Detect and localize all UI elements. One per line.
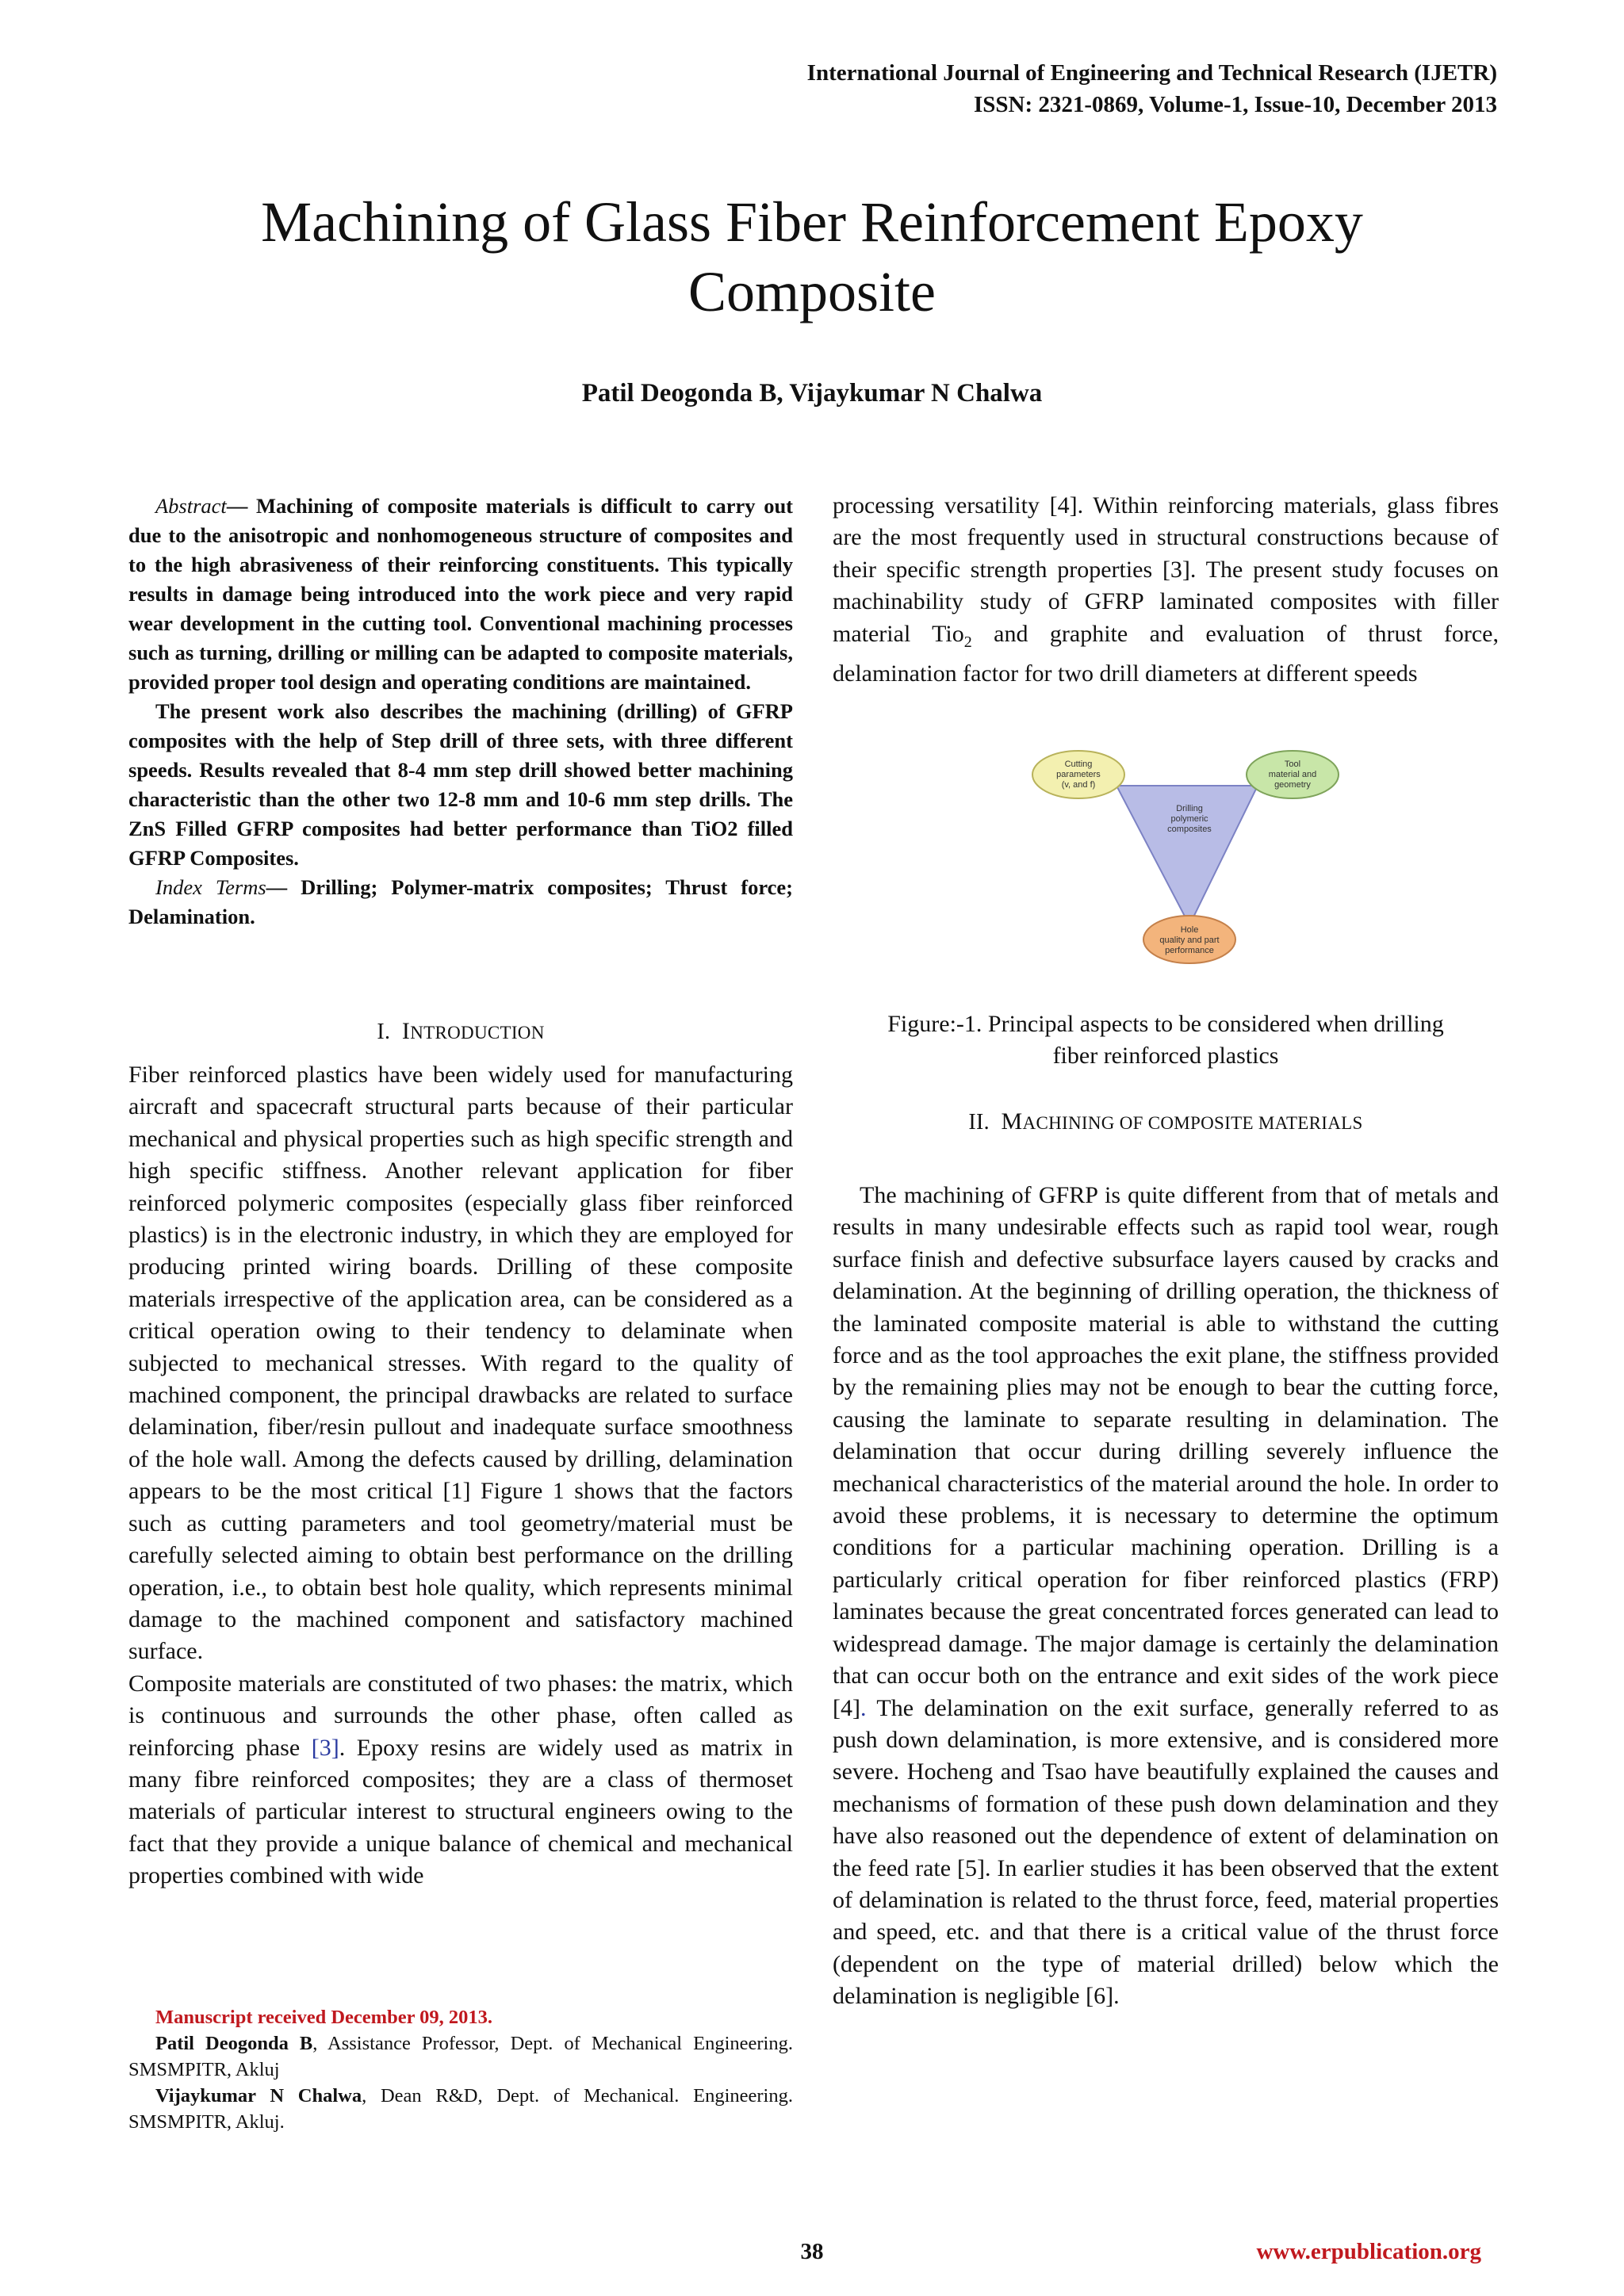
section-1-heading [128, 1018, 793, 1045]
abstract-dash: — [226, 494, 256, 518]
citation-3: [3] [311, 1734, 339, 1761]
hole-label-2: quality and part [1159, 936, 1220, 945]
author-2-details: , Dean R&D, Dept. of Mechanical. Engineering. SMSMPITR, Akluj. [128, 2085, 793, 2133]
index-terms [128, 873, 793, 932]
manuscript-received: Manuscript received December 09, 2013. [155, 2007, 493, 2028]
section-2-heading [833, 1108, 1499, 1135]
publisher-website[interactable]: www.erpublication.org [1256, 2239, 1481, 2264]
author-1-name: Patil Deogonda B [155, 2033, 313, 2054]
abstract-paragraph-2: The present work also describes the machining (drilling) of GFRP composites with the help of Step drill of three sets, with three different speeds. Results revealed that 8-4 mm step drill showed better machining characteristic than the other two 12-8 mm and 10-6 mm step drills. The ZnS Filled GFRP composites had better performance than TiO2 filled GFRP Composites. [128, 699, 793, 870]
section-1-cap: I [401, 1018, 411, 1044]
section-1-number: I. [377, 1020, 391, 1044]
section-1-body [128, 1059, 793, 1892]
paper-title [127, 187, 1497, 327]
footnote-block [128, 2004, 793, 2135]
title-line-1: Machining of Glass Fiber Reinforcement Epoxy [261, 190, 1363, 254]
subscript-2: 2 [963, 633, 972, 651]
machining-text-b: The delamination on the exit surface, generally referred to as push down delamination, is more extensive, and is considered more severe. Hocheng and Tsao have beautifully explained the causes and mechanisms of formation of these push down delamination and they have also reasoned out the dependence of extent of delamination on the feed rate [5]. In earlier studies it has been observed that the extent of delamination is related to the thrust force, feed, material properties and speed, etc. and that there is a critical value of the thrust force (dependent on the type of material drilled) below which the delamination is negligible [6]. [833, 1694, 1499, 2010]
intro-continued-paragraph [833, 490, 1499, 690]
section-2-cap: M [1001, 1108, 1023, 1135]
cutting-label-1: Cutting [1064, 760, 1093, 769]
authors: Patil Deogonda B, Vijaykumar N Chalwa [581, 379, 1043, 408]
figure-1-caption [833, 1008, 1499, 1073]
hole-label-3: performance [1165, 946, 1214, 955]
center-label-2: polymeric [1170, 814, 1208, 824]
intro-paragraph-2-b: . Epoxy resins are widely used as matrix in many fibre reinforced composites; they are a class of thermoset materials of particular interest to structural engineers owing to the fact that they provide a unique balance of chemical and mechanical properties combined with wide [128, 1734, 794, 1889]
author-2-name: Vijaykumar N Chalwa [155, 2085, 362, 2107]
caption-line-2: fiber reinforced plastics [1052, 1043, 1279, 1070]
center-label-3: composites [1167, 825, 1212, 834]
tool-label-2: material and [1268, 770, 1317, 779]
intro-paragraph-2 [128, 1668, 793, 1892]
author-2-affiliation [128, 2083, 793, 2135]
machining-paragraph [833, 1180, 1499, 2013]
figure-1-diagram [1031, 741, 1348, 967]
intro-continued-b: and graphite and evaluation of thrust force, delamination factor for two drill diameters at different speeds [833, 620, 1500, 687]
title-line-2: Composite [688, 260, 936, 323]
right-column-intro-continued [833, 490, 1499, 690]
section-2-number: II. [968, 1110, 990, 1135]
intro-paragraph-1: Fiber reinforced plastics have been widely used for manufacturing aircraft and spacecraft structural parts because of their particular mechanical and physical properties such as high specific strength and high specific stiffness. Another relevant application for fiber reinforced polymeric composites (especially glass fiber reinforced plastics) is in the electronic industry, in which they are employed for producing printed wiring boards. Drilling of these composite materials irrespective of the application area, can be considered as a critical operation owing to their tendency to delaminate when subjected to mechanical stresses. With regard to the quality of machined component, the principal drawbacks are related to surface delamination, fiber/resin pullout and inadequate surface smoothness of the hole wall. Among the defects caused by drilling, delamination appears to be the most critical [1] Figure 1 shows that the factors such as cutting parameters and tool geometry/material must be carefully selected aiming to obtain best performance on the drilling operation, i.e., to obtain best hole quality, which represents minimal damage to the machined component and satisfactory machined surface. [128, 1062, 793, 1665]
abstract-label: Abstract [155, 494, 227, 518]
cutting-label-3: (v, and f) [1061, 780, 1096, 790]
hole-label-1: Hole [1180, 925, 1199, 935]
intro-paragraph-2-a: Composite materials are constituted of two phases: the matrix, which is continuous and surrounds the other phase, often called as reinforcing phase [128, 1670, 793, 1761]
intro-continued-a: processing versatility [4]. Within reinforcing materials, glass fibres are the most frequently used in structural constructions because of their specific strength properties [3]. The present study focuses on machinability study of GFRP laminated composites with filler material Tio [833, 492, 1499, 647]
machining-dot: . [860, 1694, 867, 1721]
section-1-rest: NTRODUCTION [410, 1023, 545, 1043]
machining-text-a: The machining of GFRP is quite different from that of metals and results in many undesirable effects such as rapid tool wear, rough surface finish and defective subsurface layers caused by cracks and delamination. At the beginning of drilling operation, the thickness of the laminated composite material is able to withstand the cutting force and as the tool approaches the exit plane, the stiffness provided by the remaining plies may not be enough to bear the cutting force, causing the laminate to separate resulting in delamination. The delamination that occur during drilling severely influence the mechanical characteristics of the material around the hole. In order to avoid these problems, it is necessary to determine the optimum conditions for a particular machining operation. Drilling is a particularly critical operation for fiber reinforced plastics (FRP) laminates because the great concentrated forces generated can lead to widespread damage. The major damage is certainly the delamination that can occur both on the entrance and exit sides of the work piece [4] [833, 1182, 1499, 1721]
center-label-1: Drilling [1176, 804, 1203, 813]
abstract-paragraph-1 [128, 492, 793, 697]
index-terms-label: Index Terms [155, 875, 266, 899]
abstract-block [128, 492, 793, 932]
tool-label-1: Tool [1284, 760, 1301, 769]
section-2-rest: ACHINING OF COMPOSITE MATERIALS [1022, 1113, 1363, 1133]
index-terms-text: — Drilling; Polymer-matrix composites; Thrust force; Delamination. [128, 875, 793, 928]
cutting-label-2: parameters [1056, 770, 1101, 779]
caption-line-1: Figure:-1. Principal aspects to be considered when drilling [887, 1011, 1444, 1037]
abstract-text-1: Machining of composite materials is difficult to carry out due to the anisotropic and nonhomogeneous structure of composites and to the high abrasiveness of their reinforcing constituents. This typically results in damage being introduced into the work piece and very rapid wear development in the cutting tool. Conventional machining processes such as turning, drilling or milling can be adapted to composite materials, provided proper tool design and operating conditions are maintained. [128, 494, 794, 694]
page-number: 38 [800, 2239, 824, 2264]
journal-name: International Journal of Engineering and Technical Research (IJETR) [806, 60, 1497, 86]
author-1-affiliation [128, 2030, 793, 2083]
issn-volume-line: ISSN: 2321-0869, Volume-1, Issue-10, December 2013 [973, 92, 1497, 117]
section-2-body [833, 1180, 1499, 2013]
tool-label-3: geometry [1274, 780, 1311, 790]
author-1-details: , Assistance Professor, Dept. of Mechanical Engineering. SMSMPITR, Akluj [128, 2033, 793, 2080]
